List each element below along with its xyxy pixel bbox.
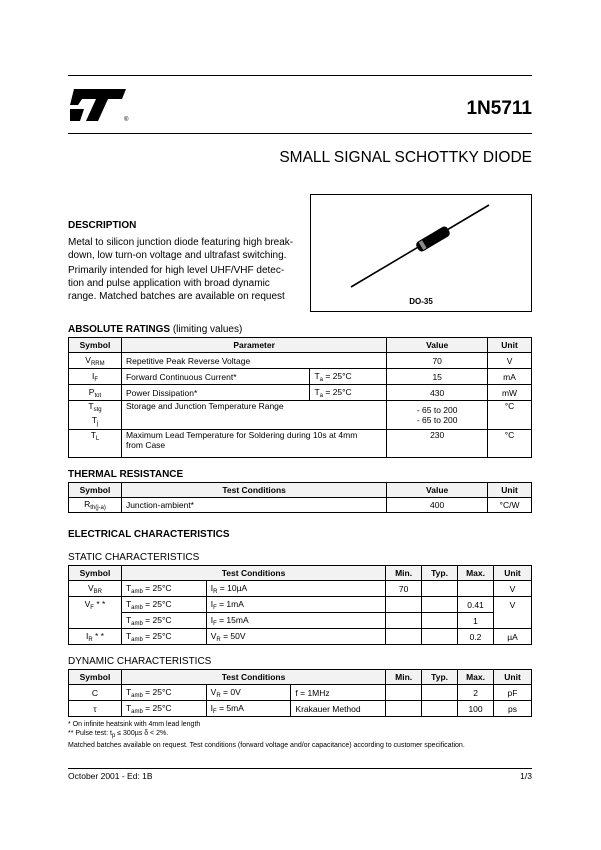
symbol-cell: C [69,685,122,701]
col-header: Value [387,338,488,353]
page-number: 1/3 [520,771,532,781]
col-header: Symbol [69,670,122,685]
value-cell: 230 [387,430,488,458]
col-header: Max. [458,670,494,685]
col-header: Test Conditions [121,483,386,498]
table-row [69,701,532,717]
col-header: Unit [494,566,532,581]
top-rule [68,75,532,76]
static-table [68,565,532,645]
cond-cell: $V_R = 50V$ [206,629,385,645]
ratings-note: (limiting values) [172,324,243,335]
symbol-cell: $V_{RRM}$ [69,353,122,369]
min-cell [386,613,422,629]
max-cell [458,581,494,597]
bottom-rule [68,768,532,769]
table-row [69,385,532,401]
static-heading: STATIC CHARACTERISTICS [68,552,200,563]
value-cell: 15 [387,369,488,385]
absolute-ratings-table [68,337,532,458]
param-cell: Forward Continuous Current* [121,369,310,385]
table-row [69,369,532,385]
min-cell [386,701,422,717]
cond-cell: $I_F = 15mA$ [206,613,385,629]
cond-cell: $I_F = 1mA$ [206,597,385,613]
desc-line: range. Matched batches are available on request [68,291,285,302]
min-cell [386,685,422,701]
max-cell: 100 [458,701,494,717]
max-cell: 1 [458,613,494,629]
table-row [69,401,532,430]
col-header: Unit [494,670,532,685]
part-number: 1N5711 [466,98,532,119]
unit-cell: °C [488,430,532,458]
table-row [69,597,532,613]
value-cell: 430 [387,385,488,401]
param-cell: Maximum Lead Temperature for Soldering during 10s at 4mm from Case [121,430,386,458]
table-row [69,498,532,513]
desc-line: tion and pulse application with broad dynamic [68,278,270,289]
value-cell: 70 [387,353,488,369]
absolute-ratings-heading [68,324,242,335]
col-header: Symbol [69,483,122,498]
cond-cell: f = 1MHz [291,685,386,701]
symbol-cell: $T_{stg}$ $T_j$ [69,401,122,430]
typ-cell [422,581,458,597]
unit-cell: V [494,597,532,613]
symbol-cell: $V_{BR}$ [69,581,122,597]
unit-cell: ps [494,701,532,717]
col-header: Typ. [422,670,458,685]
page-title: SMALL SIGNAL SCHOTTKY DIODE [279,149,532,166]
footnote: Matched batches available on request. Test conditions (forward voltage and/or capacitance) according to customer specification. [68,742,465,749]
col-header: Value [387,483,488,498]
ratings-title: ABSOLUTE RATINGS [68,324,171,335]
col-header: Parameter [121,338,386,353]
col-header: Min. [386,670,422,685]
cond-cell: Krakauer Method [291,701,386,717]
table-row [69,685,532,701]
col-header: Unit [488,338,532,353]
symbol-cell: τ [69,701,122,717]
col-header: Symbol [69,566,122,581]
min-cell: 70 [386,581,422,597]
diode-drawing [311,195,531,295]
symbol-cell: $I_R$ * * [69,629,122,645]
param-cell: Storage and Junction Temperature Range [121,401,386,430]
unit-cell: °C [488,401,532,430]
tamb-cell: $T_{amb} = 25^\circ C$ [121,629,206,645]
unit-cell: °C/W [488,498,532,513]
table-row [69,353,532,369]
param-cell: Repetitive Peak Reverse Voltage [121,353,386,369]
col-header: Max. [458,566,494,581]
value-cell: - 65 to 200 - 65 to 200 [387,401,488,430]
unit-cell: mW [488,385,532,401]
footer-date: October 2001 - Ed: 1B [68,771,153,781]
max-cell: 0.2 [458,629,494,645]
table-header-row [69,670,532,685]
symbol-cell [69,613,122,629]
unit-cell: V [494,581,532,597]
col-header: Unit [488,483,532,498]
tamb-cell: $T_{amb} = 25^\circ C$ [121,613,206,629]
footnote: ** Pulse test: tp ≤ 300µs δ < 2%. [68,730,169,739]
symbol-cell: $R_{th(j-a)}$ [69,498,122,513]
min-cell [386,597,422,613]
max-cell: 2 [458,685,494,701]
tamb-cell: $T_{amb} = 25^\circ C$ [121,597,206,613]
description-text [68,236,300,303]
cond-cell: $T_a = 25^\circ C$ [310,369,387,385]
table-row [69,430,532,458]
st-logo [68,87,130,123]
electrical-heading: ELECTRICAL CHARACTERISTICS [68,529,230,540]
cond-cell: $I_R = 10\mu A$ [206,581,385,597]
dynamic-table [68,669,532,717]
symbol-cell: $T_L$ [69,430,122,458]
table-header-row [69,566,532,581]
typ-cell [422,701,458,717]
table-row [69,613,532,629]
package-label: DO-35 [409,297,433,306]
cond-cell: $V_R = 0V$ [206,685,291,701]
unit-cell: mA [488,369,532,385]
col-header: Symbol [69,338,122,353]
typ-cell [422,629,458,645]
table-header-row [69,483,532,498]
symbol-cell: $P_{tot}$ [69,385,122,401]
desc-line: Primarily intended for high level UHF/VHF detec- [68,265,285,276]
table-row [69,629,532,645]
unit-cell: pF [494,685,532,701]
col-header: Test Conditions [121,566,385,581]
tamb-cell: $T_{amb} = 25^\circ C$ [121,685,206,701]
col-header: Typ. [422,566,458,581]
unit-cell: µA [494,629,532,645]
unit-cell: V [488,353,532,369]
typ-cell [422,685,458,701]
symbol-cell: $V_F$ * * [69,597,122,613]
value-cell: 400 [387,498,488,513]
typ-cell [422,597,458,613]
thermal-table [68,482,532,513]
svg-text:®: ® [124,117,129,123]
typ-cell [422,613,458,629]
min-cell [386,629,422,645]
col-header: Min. [386,566,422,581]
cond-cell: $I_F = 5mA$ [206,701,291,717]
cond-cell: $T_a = 25^\circ C$ [310,385,387,401]
thermal-heading: THERMAL RESISTANCE [68,469,184,480]
unit-cell [494,613,532,629]
max-cell: 0.41 [458,597,494,613]
package-figure [310,194,532,312]
header-rule [68,133,532,134]
tamb-cell: $T_{amb} = 25^\circ C$ [121,701,206,717]
dynamic-heading: DYNAMIC CHARACTERISTICS [68,656,212,667]
table-header-row [69,338,532,353]
tamb-cell: $T_{amb} = 25^\circ C$ [121,581,206,597]
symbol-cell: $I_F$ [69,369,122,385]
description-heading: DESCRIPTION [68,220,137,231]
footnotes [68,720,465,750]
param-cell: Power Dissipation* [121,385,310,401]
footnote: * On infinite heatsink with 4mm lead length [68,721,201,728]
desc-line: Metal to silicon junction diode featuring high break- [68,237,294,248]
col-header: Test Conditions [121,670,385,685]
table-row [69,581,532,597]
cond-cell: Junction-ambient* [121,498,386,513]
desc-line: down, low turn-on voltage and ultrafast switching. [68,250,287,261]
